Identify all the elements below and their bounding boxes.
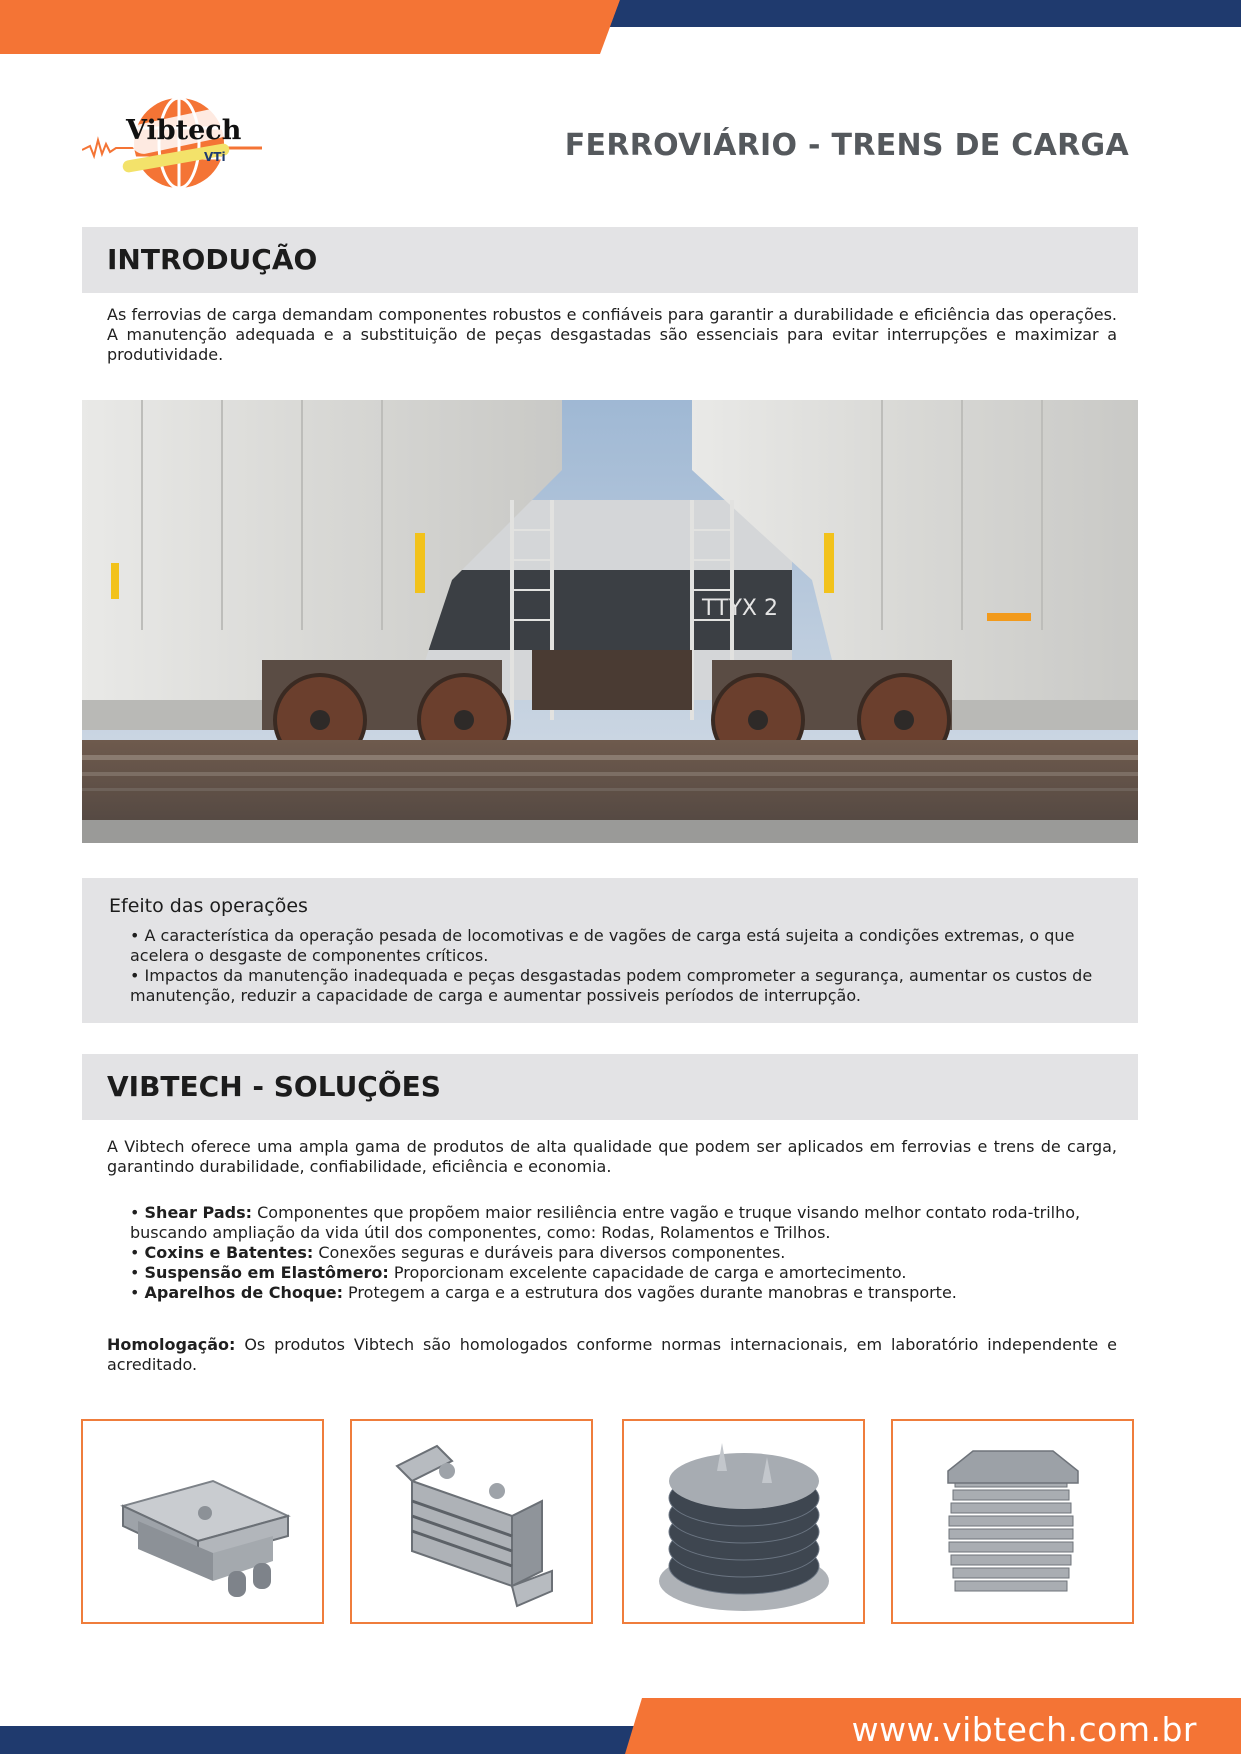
homologation-paragraph xyxy=(107,1335,1117,1375)
document-title: FERROVIÁRIO - TRENS DE CARGA xyxy=(564,128,1129,163)
website-url: www.vibtech.com.br xyxy=(851,1710,1197,1749)
logo-wordmark: Vibtech xyxy=(126,115,242,146)
product-image-bracket-mount xyxy=(350,1419,593,1624)
bullet-item-shear-pads: • Shear Pads: Componentes que propõem maior resiliência entre vagão e truque visando melhor contato roda-trilho, buscando ampliação da vida útil dos componentes, como: Rodas, Rolamentos e Trilhos. xyxy=(130,1203,1081,1242)
solutions-section-header xyxy=(82,1054,1138,1120)
vibtech-logo xyxy=(82,88,272,198)
stacked-elastomer-spring-image xyxy=(624,1421,863,1622)
product-image-shear-pad xyxy=(81,1419,324,1624)
bullet-item-aparelhos: • Aparelhos de Choque: Protegem a carga e a estrutura dos vagões durante manobras e transporte. xyxy=(130,1283,957,1302)
freight-wagons-photo xyxy=(82,400,1138,843)
logo-subtext: VTi xyxy=(204,150,226,164)
bracket-mount-image xyxy=(352,1421,591,1622)
homologation-term: Homologação: xyxy=(107,1335,236,1354)
effects-panel xyxy=(82,878,1138,1023)
solutions-heading: VIBTECH - SOLUÇÕES xyxy=(107,1070,441,1103)
octagonal-shear-pad-image xyxy=(893,1421,1132,1622)
bullet-item-suspensao: • Suspensão em Elastômero: Proporcionam excelente capacidade de carga e amortecimento. xyxy=(130,1263,907,1282)
solutions-bullet-list xyxy=(130,1203,1120,1303)
shear-pad-plate-image xyxy=(83,1421,322,1622)
effects-item: • A característica da operação pesada de locomotivas e de vagões de carga está sujeita a condições extremas, o que acelera o desgaste de componentes críticos. xyxy=(130,926,1075,965)
wagon-marking: TTYX 2 xyxy=(702,596,778,621)
intro-paragraph: As ferrovias de carga demandam componentes robustos e confiáveis para garantir a durabilidade e eficiência das operações. A manutenção adequada e a substituição de peças desgastadas são essenciais para evitar interrupções e maximizar a produtividade. xyxy=(107,305,1117,364)
product-image-elastomer-spring xyxy=(622,1419,865,1624)
bullet-item-coxins: • Coxins e Batentes: Conexões seguras e duráveis para diversos componentes. xyxy=(130,1243,786,1262)
effects-list xyxy=(130,926,1120,1006)
top-banner xyxy=(0,0,1241,54)
effects-title: Efeito das operações xyxy=(109,895,308,917)
homologation-text: Os produtos Vibtech são homologados conforme normas internacionais, em laboratório independente e acreditado. xyxy=(107,1335,1117,1374)
intro-heading: INTRODUÇÃO xyxy=(107,243,318,276)
product-image-octagonal-pad xyxy=(891,1419,1134,1624)
effects-item: • Impactos da manutenção inadequada e peças desgastadas podem comprometer a segurança, aumentar os custos de manutenção, reduzir a capacidade de carga e aumentar possiveis períodos de interrupção. xyxy=(130,966,1093,1005)
intro-section-header xyxy=(82,227,1138,293)
solutions-paragraph: A Vibtech oferece uma ampla gama de produtos de alta qualidade que podem ser aplicados em ferrovias e trens de carga, garantindo durabilidade, confiabilidade, eficiência e economia. xyxy=(107,1137,1117,1176)
